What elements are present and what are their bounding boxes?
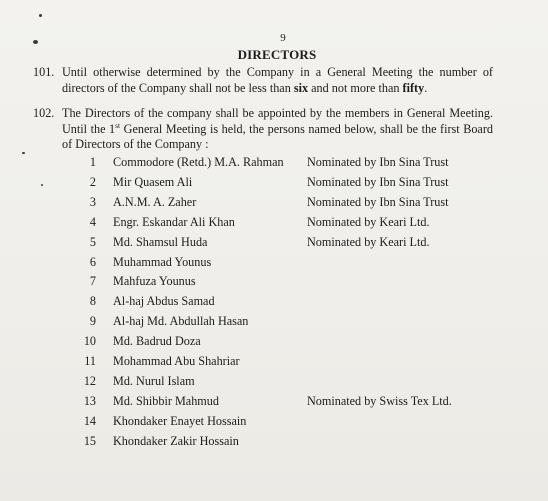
clause-102	[33, 106, 493, 153]
director-row	[0, 194, 548, 210]
ordinal-superscript: st	[115, 120, 121, 130]
director-name: Commodore (Retd.) M.A. Rahman	[113, 155, 284, 169]
page-number: 9	[280, 32, 286, 44]
director-row	[0, 214, 548, 230]
director-name: Mohammad Abu Shahriar	[113, 354, 240, 368]
director-row	[0, 154, 548, 170]
nominating-body: Nominated by Swiss Tex Ltd.	[307, 393, 452, 408]
director-row	[0, 333, 548, 349]
nominating-body: Nominated by Ibn Sina Trust	[307, 155, 449, 169]
director-row	[0, 273, 548, 289]
director-number: 7	[89, 274, 96, 289]
clause-text-part: The Directors of the company shall be appointed by the members in General Meeting. Until the 1	[62, 106, 493, 136]
director-number: 11	[84, 354, 96, 368]
clause-text	[62, 106, 493, 153]
director-row	[0, 293, 548, 309]
director-number: 9	[89, 314, 96, 329]
clause-number: 102.	[33, 106, 55, 120]
director-number: 15	[83, 433, 96, 448]
section-title: DIRECTORS	[237, 47, 317, 62]
clause-text-part: and not more than	[308, 80, 403, 95]
director-name: Mahfuza Younus	[113, 274, 196, 289]
director-name: Md. Badrud Doza	[113, 334, 201, 349]
director-name: Khondaker Zakir Hossain	[113, 433, 239, 448]
director-name: Engr. Eskandar Ali Khan	[113, 214, 235, 229]
clause-101	[33, 65, 493, 96]
clause-number: 101.	[33, 65, 55, 79]
min-directors: six	[293, 80, 309, 95]
clause-text-part: .	[424, 80, 428, 95]
director-name: Khondaker Enayet Hossain	[113, 413, 247, 428]
clause-text	[62, 65, 493, 96]
nominating-body: Nominated by Keari Ltd.	[307, 214, 430, 229]
director-number: 8	[89, 294, 96, 309]
director-name: Md. Shamsul Huda	[113, 234, 208, 249]
director-name: Al-haj Abdus Samad	[113, 294, 215, 309]
director-row	[0, 174, 548, 190]
director-name: Md. Nurul Islam	[113, 373, 195, 388]
director-number: 5	[89, 234, 96, 249]
director-name: A.N.M. A. Zaher	[113, 194, 197, 209]
director-number: 4	[89, 214, 96, 229]
nominating-body: Nominated by Ibn Sina Trust	[307, 174, 449, 189]
director-name: Md. Shibbir Mahmud	[113, 393, 219, 408]
director-name: Mir Quasem Ali	[113, 174, 193, 189]
director-number: 2	[89, 174, 96, 189]
nominating-body: Nominated by Keari Ltd.	[307, 234, 430, 249]
nominating-body: Nominated by Ibn Sina Trust	[307, 194, 449, 209]
director-row	[0, 234, 548, 250]
director-number: 6	[89, 254, 96, 269]
director-name: Al-haj Md. Abdullah Hasan	[113, 314, 249, 329]
director-number: 10	[83, 334, 96, 349]
director-number: 3	[89, 194, 96, 209]
clause-text-part: General Meeting is held, the persons named below, shall be the first Board of Directors of the Company :	[62, 121, 493, 151]
director-row	[0, 373, 548, 389]
director-number: 13	[83, 393, 96, 408]
director-row	[0, 393, 548, 409]
director-row	[0, 313, 548, 329]
director-row	[0, 433, 548, 449]
clause-text-part: Until otherwise determined by the Company in a General Meeting the number of directors of the Company shall not be less than	[62, 65, 493, 95]
director-name: Muhammad Younus	[113, 254, 212, 269]
director-number: 1	[89, 155, 96, 169]
max-directors: fifty	[402, 80, 425, 95]
director-number: 12	[83, 373, 96, 388]
director-row	[0, 254, 548, 270]
scan-speck	[39, 14, 42, 17]
director-row	[0, 413, 548, 429]
director-row	[0, 353, 548, 369]
director-number: 14	[83, 413, 96, 428]
